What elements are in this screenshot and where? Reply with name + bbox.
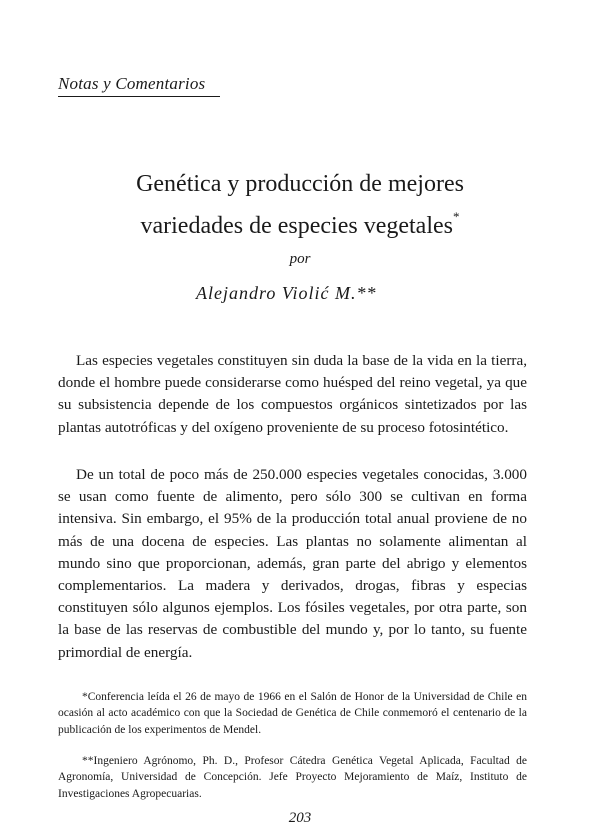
author-name: Alejandro Violić M.** — [196, 283, 377, 303]
body-paragraph-2: De un total de poco más de 250.000 especies vegetales conocidas, 3.000 se usan como fuente de alimento, pero sólo 300 se cultivan en forma intensiva. Sin embargo, el 95% de la producción total anual proviene de no más de una docena de especies. Las plantas no solamente alimentan al mundo sino que proporcionan, además, gran parte del abrigo y elementos complementarios. La madera y derivados, drogas, fibras y especias constituyen sólo algunos ejemplos. Los fósiles vegetales, por otra parte, son la base de las reservas de combustible del mundo y, por lo tanto, su fuente primordial de energía. — [58, 466, 527, 661]
byline-prefix: por — [289, 251, 311, 267]
footnote-1: *Conferencia leída el 26 de mayo de 1966 en el Salón de Honor de la Universidad de Chile en ocasión al acto académico con que la Sociedad de Genética de Chile conmemoró el centenario de la publicación de los experimentos de Mendel. — [58, 691, 527, 736]
section-label: Notas y Comentarios — [58, 74, 206, 93]
article-title-line-1: Genética y producción de mejores — [136, 171, 464, 197]
footnote-2: **Ingeniero Agrónomo, Ph. D., Profesor Cátedra Genética Vegetal Aplicada, Facultad de Agronomía, Universidad de Concepción. Jefe Proyecto Mejoramiento de Maíz, Instituto de Investigaciones Agropecuarias. — [58, 755, 527, 800]
page-number: 203 — [288, 810, 312, 826]
article-title-text: variedades de especies vegetales — [140, 213, 453, 239]
body-paragraph-1: Las especies vegetales constituyen sin duda la base de la vida en la tierra, donde el hombre puede considerarse como huésped del reino vegetal, ya que su subsistencia depende de los compuestos orgánicos sintetizados por las plantas autotróficas y del oxígeno proveniente de su proceso fotosintético. — [58, 352, 527, 436]
article-title-line-2 — [60, 202, 540, 244]
title-footnote-mark: * — [453, 209, 460, 224]
section-underline — [58, 96, 220, 97]
